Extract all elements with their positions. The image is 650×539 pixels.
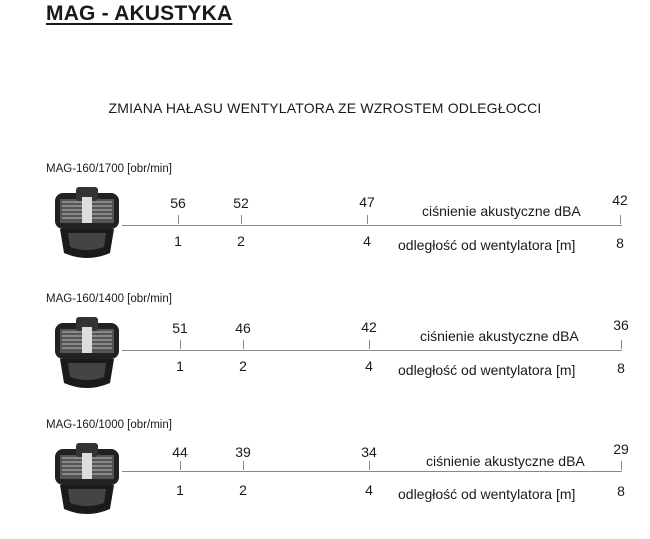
noise-level-value: 42 <box>361 319 377 335</box>
fan-section-1400 <box>0 293 650 413</box>
fan-section-1000 <box>0 419 650 539</box>
noise-level-value: 36 <box>613 317 629 333</box>
noise-level-value: 42 <box>612 192 628 208</box>
distance-value: 8 <box>617 360 625 376</box>
axis-tick <box>369 461 370 470</box>
page-title: MAG - AKUSTYKA <box>46 2 233 25</box>
axis-tick <box>180 461 181 470</box>
noise-level-value: 51 <box>172 320 188 336</box>
distance-value: 2 <box>239 482 247 498</box>
axis-tick <box>621 340 622 349</box>
distance-axis <box>122 471 622 472</box>
noise-level-value: 29 <box>613 441 629 457</box>
model-label: MAG-160/1400 [obr/min] <box>46 293 172 305</box>
axis-tick <box>241 215 242 224</box>
distance-value: 1 <box>176 482 184 498</box>
distance-axis <box>122 225 622 226</box>
axis-tick <box>621 461 622 470</box>
noise-level-value: 44 <box>172 444 188 460</box>
distance-value: 4 <box>365 482 373 498</box>
pressure-label: ciśnienie akustyczne dBA <box>420 328 579 344</box>
noise-level-value: 34 <box>361 444 377 460</box>
noise-level-value: 39 <box>235 444 251 460</box>
fan-unit-icon <box>52 185 122 263</box>
distance-label: odległość od wentylatora [m] <box>398 237 576 253</box>
chart-subtitle: ZMIANA HAŁASU WENTYLATORA ZE WZROSTEM ODLEGŁOCCI <box>108 100 542 116</box>
distance-value: 1 <box>174 233 182 249</box>
distance-value: 4 <box>363 233 371 249</box>
distance-value: 2 <box>237 233 245 249</box>
pressure-label: ciśnienie akustyczne dBA <box>426 453 585 469</box>
distance-value: 8 <box>617 483 625 499</box>
noise-level-value: 47 <box>359 194 375 210</box>
axis-tick <box>180 340 181 349</box>
distance-value: 8 <box>616 235 624 251</box>
fan-unit-icon <box>52 315 122 393</box>
noise-level-value: 46 <box>235 320 251 336</box>
axis-tick <box>178 215 179 224</box>
distance-value: 4 <box>365 358 373 374</box>
distance-value: 2 <box>239 358 247 374</box>
axis-tick <box>367 215 368 224</box>
distance-value: 1 <box>176 358 184 374</box>
distance-label: odległość od wentylatora [m] <box>398 362 576 378</box>
axis-tick <box>369 340 370 349</box>
distance-label: odległość od wentylatora [m] <box>398 486 576 502</box>
pressure-label: ciśnienie akustyczne dBA <box>422 203 581 219</box>
distance-axis <box>122 350 622 351</box>
model-label: MAG-160/1000 [obr/min] <box>46 419 172 431</box>
axis-tick <box>620 215 621 224</box>
noise-level-value: 52 <box>233 195 249 211</box>
axis-tick <box>243 340 244 349</box>
fan-section-1700 <box>0 163 650 283</box>
noise-level-value: 56 <box>170 195 186 211</box>
fan-unit-icon <box>52 441 122 519</box>
model-label: MAG-160/1700 [obr/min] <box>46 163 172 175</box>
axis-tick <box>243 461 244 470</box>
